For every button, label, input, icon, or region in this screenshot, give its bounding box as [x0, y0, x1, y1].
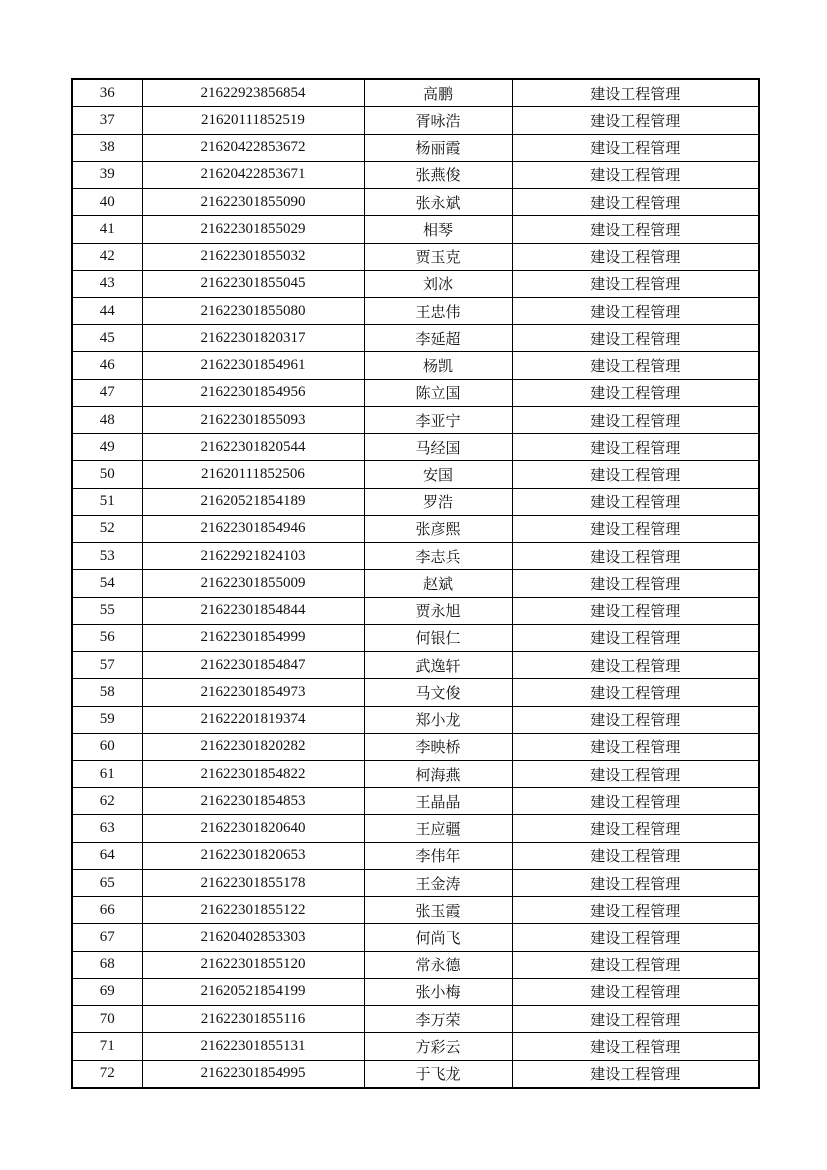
student-id-cell: 21620111852506 — [142, 461, 364, 488]
student-name-cell: 李志兵 — [364, 543, 512, 570]
row-number-cell: 48 — [72, 406, 142, 433]
major-cell: 建设工程管理 — [512, 243, 759, 270]
major-cell: 建设工程管理 — [512, 406, 759, 433]
major-cell: 建设工程管理 — [512, 869, 759, 896]
row-number-cell: 52 — [72, 515, 142, 542]
student-id-cell: 21622301854961 — [142, 352, 364, 379]
table-row — [72, 897, 759, 924]
major-cell: 建设工程管理 — [512, 815, 759, 842]
table-row — [72, 652, 759, 679]
student-id-cell: 21622301855009 — [142, 570, 364, 597]
table-row — [72, 570, 759, 597]
major-cell: 建设工程管理 — [512, 842, 759, 869]
row-number-cell: 68 — [72, 951, 142, 978]
student-roster-body — [72, 79, 759, 1088]
row-number-cell: 43 — [72, 270, 142, 297]
student-name-cell: 相琴 — [364, 216, 512, 243]
row-number-cell: 47 — [72, 379, 142, 406]
table-row — [72, 951, 759, 978]
student-id-cell: 21622301854946 — [142, 515, 364, 542]
row-number-cell: 61 — [72, 760, 142, 787]
student-name-cell: 武逸轩 — [364, 652, 512, 679]
student-id-cell: 21622301855080 — [142, 297, 364, 324]
row-number-cell: 71 — [72, 1033, 142, 1060]
major-cell: 建设工程管理 — [512, 570, 759, 597]
table-row — [72, 597, 759, 624]
major-cell: 建设工程管理 — [512, 189, 759, 216]
student-name-cell: 王应疆 — [364, 815, 512, 842]
student-id-cell: 21620521854199 — [142, 978, 364, 1005]
row-number-cell: 41 — [72, 216, 142, 243]
table-row — [72, 461, 759, 488]
major-cell: 建设工程管理 — [512, 434, 759, 461]
student-name-cell: 李亚宁 — [364, 406, 512, 433]
student-id-cell: 21620111852519 — [142, 107, 364, 134]
student-name-cell: 罗浩 — [364, 488, 512, 515]
student-id-cell: 21622921824103 — [142, 543, 364, 570]
major-cell: 建设工程管理 — [512, 951, 759, 978]
major-cell: 建设工程管理 — [512, 978, 759, 1005]
student-id-cell: 21622301855093 — [142, 406, 364, 433]
table-row — [72, 297, 759, 324]
major-cell: 建设工程管理 — [512, 216, 759, 243]
row-number-cell: 51 — [72, 488, 142, 515]
student-name-cell: 胥咏浩 — [364, 107, 512, 134]
table-row — [72, 352, 759, 379]
row-number-cell: 60 — [72, 733, 142, 760]
student-roster-table — [71, 78, 760, 1089]
table-row — [72, 189, 759, 216]
student-name-cell: 李万荣 — [364, 1006, 512, 1033]
student-id-cell: 21622301855032 — [142, 243, 364, 270]
major-cell: 建设工程管理 — [512, 325, 759, 352]
student-name-cell: 何银仁 — [364, 624, 512, 651]
major-cell: 建设工程管理 — [512, 352, 759, 379]
major-cell: 建设工程管理 — [512, 679, 759, 706]
table-row — [72, 243, 759, 270]
major-cell: 建设工程管理 — [512, 733, 759, 760]
student-id-cell: 21622301855178 — [142, 869, 364, 896]
table-row — [72, 161, 759, 188]
major-cell: 建设工程管理 — [512, 788, 759, 815]
student-name-cell: 柯海燕 — [364, 760, 512, 787]
major-cell: 建设工程管理 — [512, 270, 759, 297]
student-name-cell: 马经国 — [364, 434, 512, 461]
table-row — [72, 706, 759, 733]
major-cell: 建设工程管理 — [512, 706, 759, 733]
student-id-cell: 21622301855045 — [142, 270, 364, 297]
major-cell: 建设工程管理 — [512, 515, 759, 542]
row-number-cell: 58 — [72, 679, 142, 706]
student-id-cell: 21622301854847 — [142, 652, 364, 679]
student-name-cell: 李延超 — [364, 325, 512, 352]
major-cell: 建设工程管理 — [512, 897, 759, 924]
row-number-cell: 37 — [72, 107, 142, 134]
student-id-cell: 21622301854844 — [142, 597, 364, 624]
row-number-cell: 38 — [72, 134, 142, 161]
table-row — [72, 842, 759, 869]
major-cell: 建设工程管理 — [512, 760, 759, 787]
student-name-cell: 陈立国 — [364, 379, 512, 406]
row-number-cell: 46 — [72, 352, 142, 379]
major-cell: 建设工程管理 — [512, 379, 759, 406]
table-row — [72, 869, 759, 896]
row-number-cell: 56 — [72, 624, 142, 651]
major-cell: 建设工程管理 — [512, 79, 759, 107]
student-name-cell: 李伟年 — [364, 842, 512, 869]
table-row — [72, 379, 759, 406]
row-number-cell: 62 — [72, 788, 142, 815]
student-name-cell: 马文俊 — [364, 679, 512, 706]
student-id-cell: 21622301820317 — [142, 325, 364, 352]
student-id-cell: 21622301855116 — [142, 1006, 364, 1033]
major-cell: 建设工程管理 — [512, 1060, 759, 1088]
student-name-cell: 张永斌 — [364, 189, 512, 216]
table-row — [72, 515, 759, 542]
row-number-cell: 57 — [72, 652, 142, 679]
table-row — [72, 107, 759, 134]
table-row — [72, 733, 759, 760]
table-row — [72, 79, 759, 107]
student-name-cell: 张玉霞 — [364, 897, 512, 924]
student-id-cell: 21622301820282 — [142, 733, 364, 760]
row-number-cell: 50 — [72, 461, 142, 488]
student-id-cell: 21622301820653 — [142, 842, 364, 869]
student-name-cell: 赵斌 — [364, 570, 512, 597]
student-name-cell: 高鹏 — [364, 79, 512, 107]
table-row — [72, 543, 759, 570]
row-number-cell: 55 — [72, 597, 142, 624]
major-cell: 建设工程管理 — [512, 134, 759, 161]
student-name-cell: 张小梅 — [364, 978, 512, 1005]
student-id-cell: 21622301854822 — [142, 760, 364, 787]
row-number-cell: 64 — [72, 842, 142, 869]
table-row — [72, 924, 759, 951]
major-cell: 建设工程管理 — [512, 297, 759, 324]
major-cell: 建设工程管理 — [512, 107, 759, 134]
student-name-cell: 杨丽霞 — [364, 134, 512, 161]
student-name-cell: 安国 — [364, 461, 512, 488]
table-row — [72, 788, 759, 815]
table-row — [72, 978, 759, 1005]
table-row — [72, 1006, 759, 1033]
major-cell: 建设工程管理 — [512, 624, 759, 651]
student-name-cell: 贾玉克 — [364, 243, 512, 270]
student-id-cell: 21622301854956 — [142, 379, 364, 406]
student-id-cell: 21622301855120 — [142, 951, 364, 978]
major-cell: 建设工程管理 — [512, 161, 759, 188]
student-name-cell: 郑小龙 — [364, 706, 512, 733]
student-name-cell: 方彩云 — [364, 1033, 512, 1060]
table-row — [72, 624, 759, 651]
major-cell: 建设工程管理 — [512, 924, 759, 951]
major-cell: 建设工程管理 — [512, 652, 759, 679]
row-number-cell: 49 — [72, 434, 142, 461]
major-cell: 建设工程管理 — [512, 488, 759, 515]
row-number-cell: 36 — [72, 79, 142, 107]
student-id-cell: 21620521854189 — [142, 488, 364, 515]
row-number-cell: 53 — [72, 543, 142, 570]
table-row — [72, 134, 759, 161]
student-id-cell: 21622301855131 — [142, 1033, 364, 1060]
student-id-cell: 21622301854999 — [142, 624, 364, 651]
student-id-cell: 21622301854973 — [142, 679, 364, 706]
table-row — [72, 434, 759, 461]
row-number-cell: 39 — [72, 161, 142, 188]
major-cell: 建设工程管理 — [512, 597, 759, 624]
row-number-cell: 65 — [72, 869, 142, 896]
student-name-cell: 杨凯 — [364, 352, 512, 379]
table-row — [72, 325, 759, 352]
major-cell: 建设工程管理 — [512, 461, 759, 488]
student-name-cell: 王晶晶 — [364, 788, 512, 815]
table-row — [72, 815, 759, 842]
student-id-cell: 21622301854995 — [142, 1060, 364, 1088]
student-id-cell: 21620422853672 — [142, 134, 364, 161]
row-number-cell: 69 — [72, 978, 142, 1005]
row-number-cell: 66 — [72, 897, 142, 924]
student-id-cell: 21622301855090 — [142, 189, 364, 216]
student-id-cell: 21622301855029 — [142, 216, 364, 243]
major-cell: 建设工程管理 — [512, 543, 759, 570]
student-id-cell: 21622923856854 — [142, 79, 364, 107]
student-id-cell: 21622201819374 — [142, 706, 364, 733]
student-name-cell: 李映桥 — [364, 733, 512, 760]
student-name-cell: 何尚飞 — [364, 924, 512, 951]
student-name-cell: 王忠伟 — [364, 297, 512, 324]
row-number-cell: 63 — [72, 815, 142, 842]
row-number-cell: 70 — [72, 1006, 142, 1033]
table-row — [72, 760, 759, 787]
row-number-cell: 40 — [72, 189, 142, 216]
table-row — [72, 270, 759, 297]
student-id-cell: 21620422853671 — [142, 161, 364, 188]
table-row — [72, 679, 759, 706]
row-number-cell: 59 — [72, 706, 142, 733]
major-cell: 建设工程管理 — [512, 1006, 759, 1033]
student-id-cell: 21622301855122 — [142, 897, 364, 924]
student-id-cell: 21622301854853 — [142, 788, 364, 815]
student-id-cell: 21620402853303 — [142, 924, 364, 951]
row-number-cell: 44 — [72, 297, 142, 324]
student-name-cell: 贾永旭 — [364, 597, 512, 624]
student-id-cell: 21622301820640 — [142, 815, 364, 842]
table-row — [72, 406, 759, 433]
student-name-cell: 张彦熙 — [364, 515, 512, 542]
row-number-cell: 45 — [72, 325, 142, 352]
student-id-cell: 21622301820544 — [142, 434, 364, 461]
major-cell: 建设工程管理 — [512, 1033, 759, 1060]
student-name-cell: 常永德 — [364, 951, 512, 978]
student-name-cell: 王金涛 — [364, 869, 512, 896]
table-row — [72, 1033, 759, 1060]
student-name-cell: 张燕俊 — [364, 161, 512, 188]
student-name-cell: 于飞龙 — [364, 1060, 512, 1088]
row-number-cell: 72 — [72, 1060, 142, 1088]
table-row — [72, 1060, 759, 1088]
table-row — [72, 488, 759, 515]
table-row — [72, 216, 759, 243]
row-number-cell: 54 — [72, 570, 142, 597]
row-number-cell: 42 — [72, 243, 142, 270]
row-number-cell: 67 — [72, 924, 142, 951]
student-name-cell: 刘冰 — [364, 270, 512, 297]
